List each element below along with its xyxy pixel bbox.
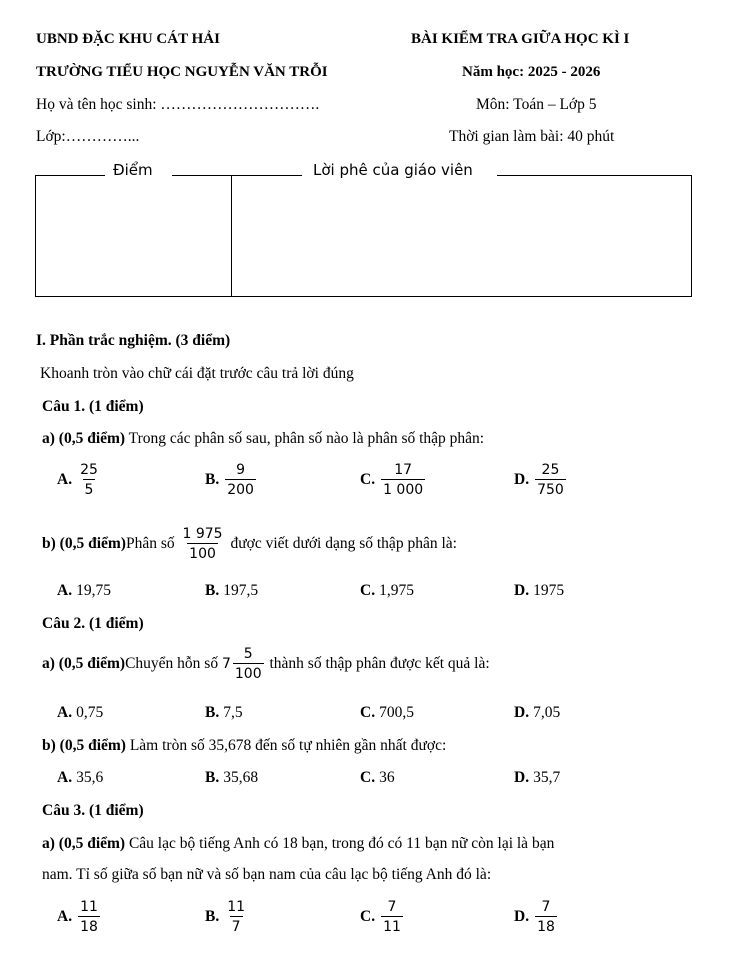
question-3a-text-line1: a) (0,5 điểm) Câu lạc bộ tiếng Anh có 18 bạn, trong đó có 11 bạn nữ còn lại là bạn (42, 835, 555, 852)
student-name-line: Họ và tên học sinh: …………………………. (36, 96, 320, 113)
time-allowed: Thời gian làm bài: 40 phút (449, 128, 615, 145)
question-1b-text: b) (0,5 điểm) Phân số $\frac{1 975}{100}$ được viết dưới dạng số thập phân là: (42, 526, 457, 562)
question-1a-text: a) (0,5 điểm) Trong các phân số sau, phân số nào là phân số thập phân: (42, 430, 485, 447)
q1a-option-a[interactable]: A. $\frac{25}{5}$ (57, 462, 98, 498)
q2a-option-a[interactable]: A. 0,75 (57, 704, 104, 721)
fraction: $\frac{7}{11}$ (383, 899, 401, 935)
q1b-option-d[interactable]: D. 1975 (514, 582, 565, 599)
q2a-option-b[interactable]: B. 7,5 (205, 704, 243, 721)
q1b-option-c[interactable]: C. 1,975 (360, 582, 414, 599)
question-3-title: Câu 3. (1 điểm) (42, 802, 144, 819)
section-instruction: Khoanh tròn vào chữ cái đặt trước câu trả lời đúng (40, 365, 354, 382)
q1b-option-b[interactable]: B. 197,5 (205, 582, 259, 599)
class-line: Lớp:…………... (36, 128, 140, 145)
q1a-option-b[interactable]: B. $\frac{9}{200}$ (205, 462, 254, 498)
question-2b-text: b) (0,5 điểm) Làm tròn số 35,678 đến số tự nhiên gần nhất được: (42, 737, 447, 754)
q2b-option-d[interactable]: D. 35,7 (514, 769, 561, 786)
fraction: $\frac{1 975}{100}$ (182, 526, 223, 562)
fraction: $\frac{25}{750}$ (537, 462, 564, 498)
score-label: Điểm (113, 161, 153, 179)
q2b-option-c[interactable]: C. 36 (360, 769, 395, 786)
q3a-option-a[interactable]: A. $\frac{11}{18}$ (57, 899, 98, 935)
fraction: $\frac{25}{5}$ (80, 462, 98, 498)
fraction: $\frac{9}{200}$ (227, 462, 254, 498)
q2a-option-c[interactable]: C. 700,5 (360, 704, 414, 721)
q3a-option-c[interactable]: C. $\frac{7}{11}$ (360, 899, 401, 935)
q3a-option-d[interactable]: D. $\frac{7}{18}$ (514, 899, 555, 935)
fraction: $\frac{11}{18}$ (80, 899, 98, 935)
fraction: $\frac{7}{18}$ (537, 899, 555, 935)
school-year: Năm học: 2025 - 2026 (462, 64, 601, 80)
exam-title: BÀI KIỂM TRA GIỮA HỌC KÌ I (411, 31, 630, 47)
question-1-title: Câu 1. (1 điểm) (42, 398, 144, 415)
q1a-option-d[interactable]: D. $\frac{25}{750}$ (514, 462, 564, 498)
q1a-option-c[interactable]: C. $\frac{17}{1 000}$ (360, 462, 424, 498)
school-name: TRƯỜNG TIỂU HỌC NGUYỄN VĂN TRỖI (36, 64, 328, 80)
question-2a-text: a) (0,5 điểm) Chuyển hỗn số 7 $\frac{5}{100}$ thành số thập phân được kết quả là: (42, 646, 490, 682)
q2a-option-d[interactable]: D. 7,05 (514, 704, 561, 721)
district-name: UBND ĐẶC KHU CÁT HẢI (36, 31, 220, 47)
q2b-option-b[interactable]: B. 35,68 (205, 769, 259, 786)
fraction: $\frac{11}{7}$ (227, 899, 246, 935)
section-title: I. Phần trắc nghiệm. (3 điểm) (36, 332, 231, 349)
q2b-option-a[interactable]: A. 35,6 (57, 769, 104, 786)
fraction: $\frac{5}{100}$ (234, 646, 262, 682)
question-2-title: Câu 2. (1 điểm) (42, 615, 144, 632)
score-box (35, 175, 692, 297)
q1b-option-a[interactable]: A. 19,75 (57, 582, 111, 599)
q3a-option-b[interactable]: B. $\frac{11}{7}$ (205, 899, 246, 935)
teacher-comment-label: Lời phê của giáo viên (313, 161, 473, 179)
question-3a-text-line2: nam. Tỉ số giữa số bạn nữ và số bạn nam của câu lạc bộ tiếng Anh đó là: (42, 866, 492, 883)
fraction: $\frac{17}{1 000}$ (383, 462, 424, 498)
score-box-divider (231, 175, 232, 296)
subject: Môn: Toán – Lớp 5 (476, 96, 597, 113)
